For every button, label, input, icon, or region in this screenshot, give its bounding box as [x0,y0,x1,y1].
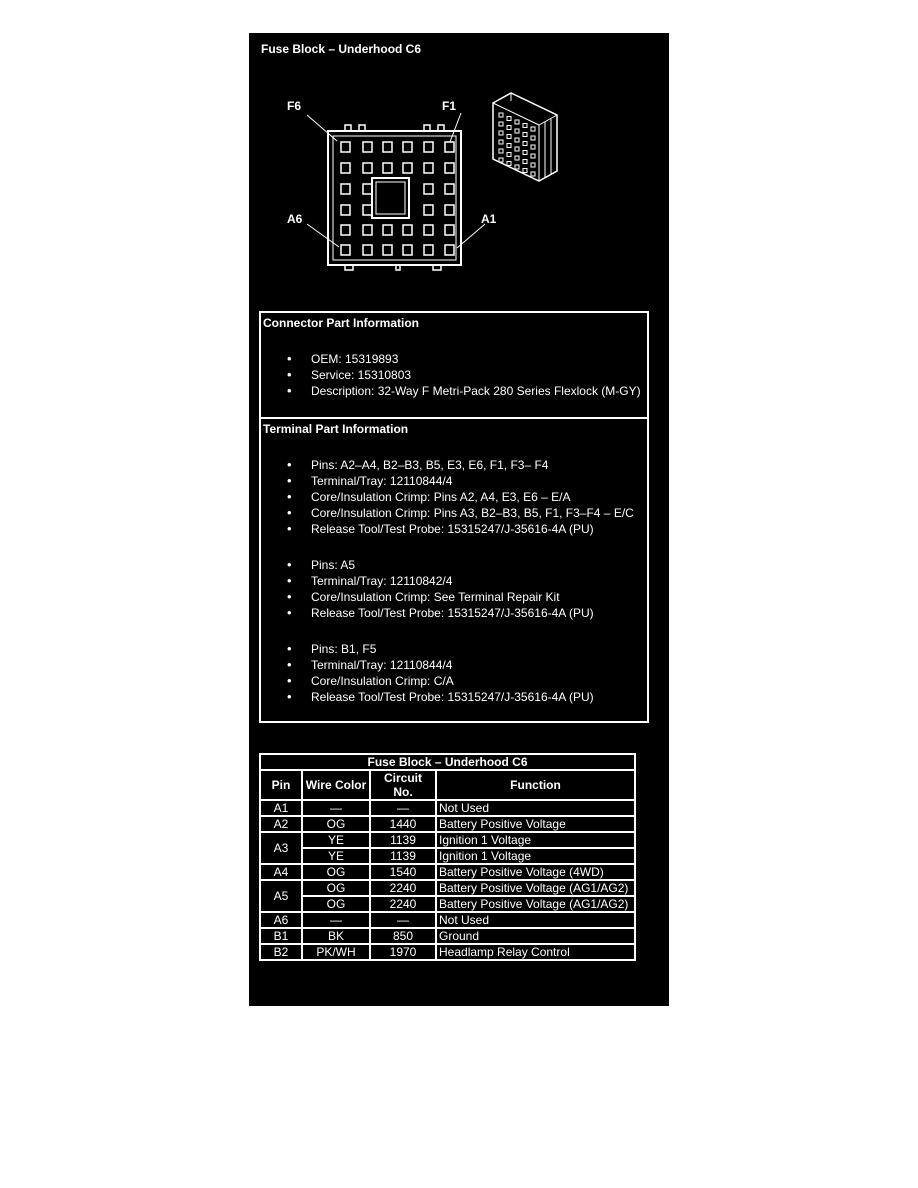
cell-wire-color: PK/WH [302,944,370,960]
thumbnail-cavity [531,145,535,149]
list-item: • Core/Insulation Crimp: Pins A3, B2–B3, B5, F1, F3–F4 – E/C [287,505,634,521]
terminal-group-3 [287,641,594,705]
cell-wire-color: BK [302,928,370,944]
page-title: Fuse Block – Underhood C6 [261,42,422,56]
cavity [424,205,433,215]
cavity [424,163,433,173]
list-item: • Pins: A5 [287,557,594,573]
cell-function: Battery Positive Voltage (4WD) [436,864,635,880]
cavity [445,184,454,194]
table-row [260,816,635,832]
cell-wire-color: OG [302,880,370,896]
cavity [403,245,412,255]
terminal-part-info-box [259,417,649,723]
cell-function: Headlamp Relay Control [436,944,635,960]
terminal-group-2 [287,557,594,621]
table-row [260,912,635,928]
table-caption-row [260,754,635,770]
list-item: • Pins: B1, F5 [287,641,594,657]
table-row [260,832,635,848]
cell-pin: A6 [260,912,302,928]
col-header-pin: Pin [260,770,302,800]
thumbnail-cavity [523,133,527,137]
cavity [383,163,392,173]
connector-part-info-list [287,351,641,399]
thumbnail-cavity [523,151,527,155]
thumbnail-cavity [523,142,527,146]
cell-circuit: 2240 [370,896,436,912]
cell-circuit: 1440 [370,816,436,832]
list-item: • Terminal/Tray: 12110842/4 [287,573,594,589]
cell-wire-color: YE [302,848,370,864]
thumbnail-cavity [507,117,511,121]
thumbnail-cavity [507,153,511,157]
connector-part-info-heading: Connector Part Information [263,316,420,330]
cavity [363,225,372,235]
col-header-function: Function [436,770,635,800]
list-item: • Core/Insulation Crimp: Pins A2, A4, E3, E6 – E/A [287,489,634,505]
cell-function: Not Used [436,800,635,816]
cell-circuit: 1139 [370,832,436,848]
cell-pin: B2 [260,944,302,960]
thumbnail-cavity [531,163,535,167]
cell-circuit: 2240 [370,880,436,896]
cavity [383,142,392,152]
cavity [445,245,454,255]
cavity [341,163,350,173]
thumbnail-cavity [531,172,535,176]
thumbnail-cavity [499,122,503,126]
cavity [403,142,412,152]
cavity [445,142,454,152]
thumbnail-cavity [507,162,511,166]
document-panel [249,33,669,1006]
cavity [383,225,392,235]
cavity [424,225,433,235]
thumbnail-cavity [499,149,503,153]
table-row [260,880,635,896]
cell-circuit: 1970 [370,944,436,960]
connector-part-info-box [259,311,649,419]
cell-pin: A5 [260,880,302,912]
thumbnail-cavity [515,156,519,160]
connector-diagram [249,33,669,293]
thumbnail-cavity [507,135,511,139]
cell-function: Ignition 1 Voltage [436,848,635,864]
thumbnail-cavity [515,138,519,142]
cell-circuit: 850 [370,928,436,944]
thumbnail-cavity [523,169,527,173]
cavity [341,184,350,194]
cell-wire-color: OG [302,816,370,832]
thumbnail-cavity [515,147,519,151]
cell-function: Battery Positive Voltage (AG1/AG2) [436,896,635,912]
thumbnail-cavity [531,154,535,158]
cell-pin: A4 [260,864,302,880]
col-header-wire-color: Wire Color [302,770,370,800]
thumbnail-cavity [515,165,519,169]
cavity [363,205,372,215]
list-item: • Terminal/Tray: 12110844/4 [287,473,634,489]
thumbnail-cavity [515,129,519,133]
table-row [260,896,635,912]
cavity [445,163,454,173]
list-item: • Release Tool/Test Probe: 15315247/J-35616-4A (PU) [287,521,634,537]
cell-wire-color: — [302,912,370,928]
connector-cavities [341,142,454,255]
table-row [260,864,635,880]
cell-function: Ignition 1 Voltage [436,832,635,848]
cavity [445,225,454,235]
terminal-group-1 [287,457,634,537]
cavity [341,205,350,215]
list-item: • Service: 15310803 [287,367,641,383]
col-header-circuit-no: Circuit No. [370,770,436,800]
label-a6: A6 [287,212,303,226]
label-f6: F6 [287,99,302,113]
terminal-part-info-heading: Terminal Part Information [263,422,409,436]
cavity [424,245,433,255]
thumbnail-cavity [515,120,519,124]
cavity [403,163,412,173]
table-row [260,800,635,816]
cell-pin: A1 [260,800,302,816]
table-row [260,848,635,864]
cavity [363,245,372,255]
list-item: • Release Tool/Test Probe: 15315247/J-35616-4A (PU) [287,605,594,621]
cavity [363,184,372,194]
thumbnail-cavity [499,113,503,117]
cavity [445,205,454,215]
table-caption: Fuse Block – Underhood C6 [260,754,635,770]
cavity [341,225,350,235]
cell-circuit: — [370,912,436,928]
thumbnail-cavity [499,131,503,135]
cell-pin: B1 [260,928,302,944]
cell-pin: A3 [260,832,302,864]
cavity [341,142,350,152]
list-item: • Terminal/Tray: 12110844/4 [287,657,594,673]
thumbnail-cavity [523,160,527,164]
thumbnail-cavity [531,136,535,140]
pin-table [259,753,636,961]
table-header-row [260,770,635,800]
list-item: • Pins: A2–A4, B2–B3, B5, E3, E6, F1, F3– F4 [287,457,634,473]
cell-circuit: — [370,800,436,816]
label-a1: A1 [481,212,497,226]
table-row [260,928,635,944]
cavity [403,225,412,235]
cell-function: Not Used [436,912,635,928]
cell-pin: A2 [260,816,302,832]
cavity [363,163,372,173]
list-item: • Core/Insulation Crimp: C/A [287,673,594,689]
list-item: • Core/Insulation Crimp: See Terminal Repair Kit [287,589,594,605]
list-item: • Description: 32-Way F Metri-Pack 280 Series Flexlock (M-GY) [287,383,641,399]
cell-function: Battery Positive Voltage [436,816,635,832]
cell-wire-color: OG [302,896,370,912]
thumbnail-cavity [531,127,535,131]
cavity [383,245,392,255]
thumbnail-cavity [507,144,511,148]
cavity [424,142,433,152]
cell-circuit: 1139 [370,848,436,864]
cell-circuit: 1540 [370,864,436,880]
cell-wire-color: — [302,800,370,816]
connector-3d-thumbnail [493,93,557,181]
cell-wire-color: OG [302,864,370,880]
cell-wire-color: YE [302,832,370,848]
cell-function: Battery Positive Voltage (AG1/AG2) [436,880,635,896]
thumbnail-cavity [499,140,503,144]
cavity [363,142,372,152]
cavity [341,245,350,255]
thumbnail-cavity [507,126,511,130]
table-row [260,944,635,960]
cell-function: Ground [436,928,635,944]
cavity [424,184,433,194]
list-item: • OEM: 15319893 [287,351,641,367]
label-f1: F1 [442,99,457,113]
thumbnail-cavity [523,124,527,128]
list-item: • Release Tool/Test Probe: 15315247/J-35616-4A (PU) [287,689,594,705]
